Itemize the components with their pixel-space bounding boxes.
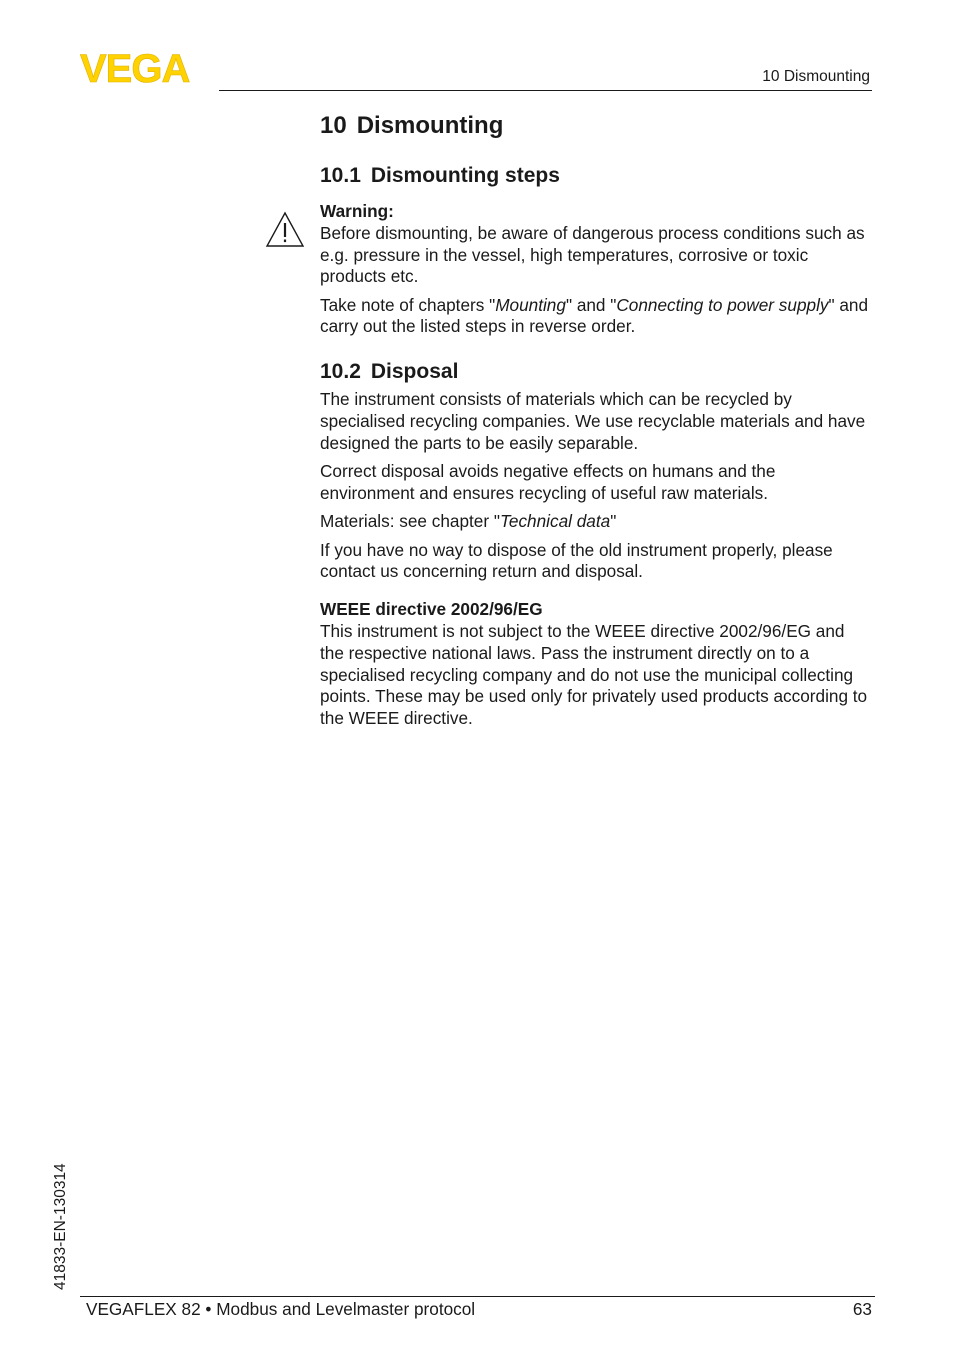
section-number: 10.1: [320, 164, 361, 187]
disposal-paragraph: The instrument consists of materials which can be recycled by specialised recycling companies. We use recyclable materials and have designed the parts to be easily separable.: [320, 389, 866, 453]
warning-text: Before dismounting, be aware of dangerous process conditions such as e.g. pressure in the vessel, high temperatures, corrosive or toxic products etc.: [320, 222, 865, 287]
warning-block: [320, 201, 872, 288]
reverse-steps-note: Take note of chapters "Mounting" and "Connecting to power supply" and carry out the listed steps in reverse order.: [320, 294, 869, 337]
link-technical-data: Technical data: [499, 511, 611, 532]
disposal-paragraph: If you have no way to dispose of the old instrument properly, please contact us concerning return and disposal.: [320, 539, 833, 582]
chapter-title: Dismounting: [356, 112, 504, 139]
warning-label: Warning:: [320, 201, 394, 221]
section-title: Disposal: [370, 360, 459, 384]
weee-block: [320, 599, 872, 730]
running-header: 10 Dismounting: [762, 68, 870, 85]
link-mounting: Mounting: [495, 294, 566, 315]
section-heading: [320, 161, 872, 191]
materials-reference: Materials: see chapter "Technical data": [320, 511, 617, 532]
document-code: 41833-EN-130314: [52, 1163, 69, 1290]
warning-triangle-icon: [265, 211, 305, 248]
section-number: 10.2: [320, 360, 361, 384]
chapter-heading: [320, 108, 872, 144]
page-number: 63: [852, 1299, 872, 1319]
section-heading: [320, 357, 872, 387]
weee-text: This instrument is not subject to the WEEE directive 2002/96/EG and the respective national laws. Pass the instrument directly on to a specialised recycling company and do not use the municipal collecting points. These may be used only for privately used products according to the WEEE directive.: [320, 620, 868, 729]
disposal-paragraph: Correct disposal avoids negative effects on humans and the environment and ensures recycling of useful raw materials.: [320, 461, 776, 503]
link-power-supply: Connecting to power supply: [616, 294, 829, 315]
section-title: Dismounting steps: [370, 164, 560, 187]
vega-logo: [80, 50, 212, 86]
footer-divider: [80, 1296, 875, 1297]
header-divider: [219, 90, 872, 91]
chapter-number: 10: [320, 112, 347, 139]
page-content: [320, 108, 872, 736]
svg-text:VEGA: VEGA: [80, 50, 190, 86]
footer-title: VEGAFLEX 82 • Modbus and Levelmaster protocol: [86, 1299, 476, 1319]
weee-heading: WEEE directive 2002/96/EG: [320, 599, 543, 620]
